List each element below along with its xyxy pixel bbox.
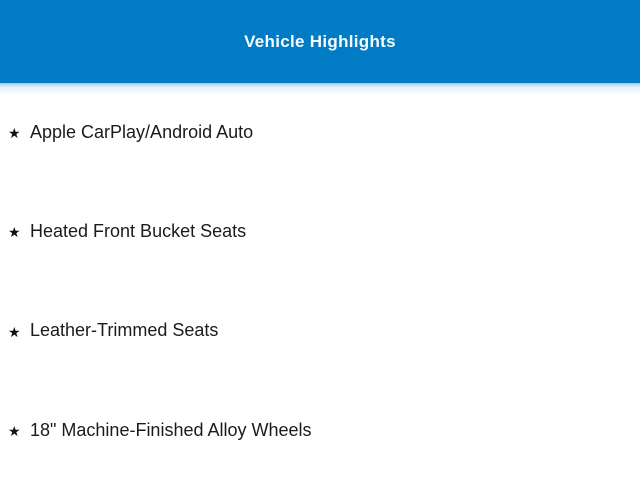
list-item — [0, 182, 640, 281]
star-icon: ★ — [8, 125, 21, 142]
highlight-label: Leather-Trimmed Seats — [30, 320, 219, 341]
list-item — [0, 83, 640, 182]
star-icon: ★ — [8, 422, 21, 439]
highlight-label: 18" Machine-Finished Alloy Wheels — [30, 419, 312, 440]
list-item — [0, 381, 640, 480]
star-icon: ★ — [8, 224, 21, 241]
star-icon: ★ — [8, 323, 21, 340]
highlights-list — [0, 83, 640, 480]
page-title: Vehicle Highlights — [244, 31, 396, 51]
highlight-label: Heated Front Bucket Seats — [30, 221, 247, 242]
highlight-label: Apple CarPlay/Android Auto — [30, 121, 254, 142]
header-banner — [0, 0, 640, 83]
list-item — [0, 282, 640, 381]
